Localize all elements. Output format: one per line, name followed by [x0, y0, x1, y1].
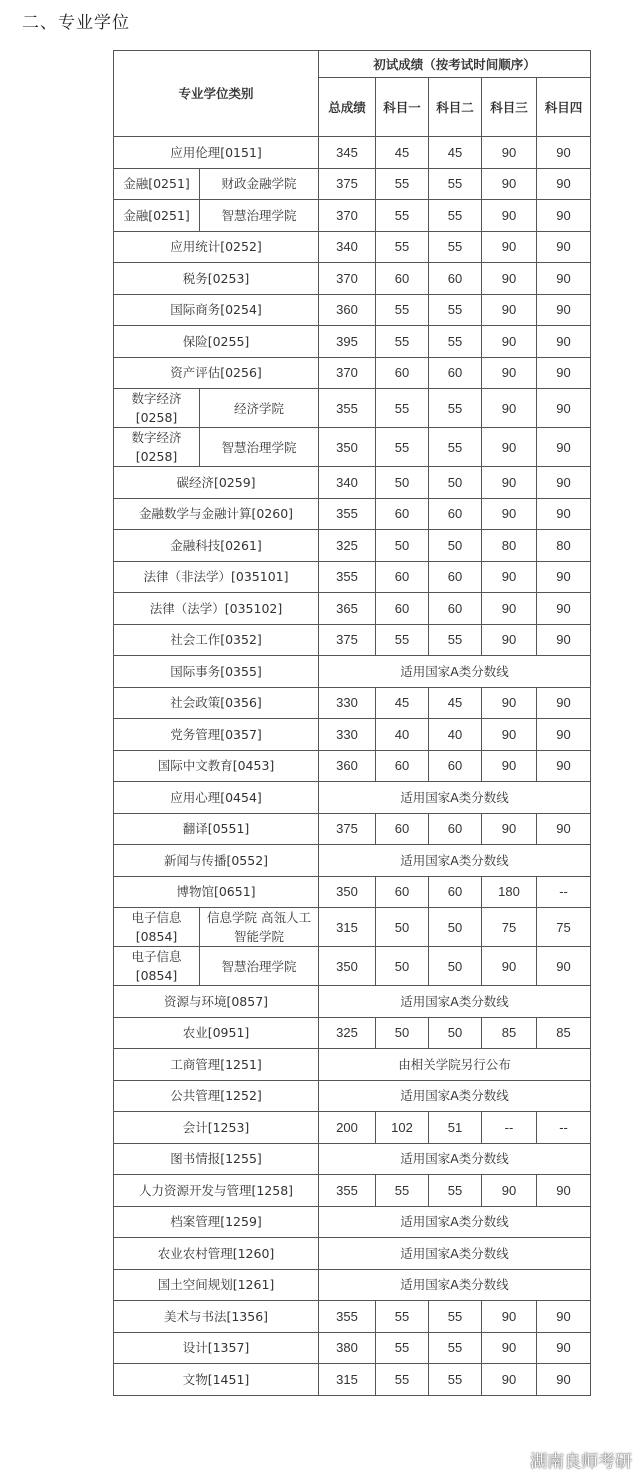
score-note: 适用国家A类分数线 — [319, 1143, 591, 1175]
subject-2-score: 55 — [429, 294, 482, 326]
degree-category: 国际商务[0254] — [114, 294, 319, 326]
score-note: 适用国家A类分数线 — [319, 845, 591, 877]
table-row — [114, 1206, 591, 1238]
table-row — [114, 467, 591, 499]
score-note: 适用国家A类分数线 — [319, 782, 591, 814]
subject-3-score: -- — [482, 1112, 537, 1144]
section-title: 二、专业学位 — [22, 13, 130, 33]
subject-1-score: 60 — [376, 561, 429, 593]
subject-4-score: 90 — [537, 326, 591, 358]
table-row — [114, 294, 591, 326]
total-score: 380 — [319, 1332, 376, 1364]
total-score: 375 — [319, 813, 376, 845]
degree-category: 工商管理[1251] — [114, 1049, 319, 1081]
table-row — [114, 876, 591, 908]
subject-1-score: 50 — [376, 908, 429, 947]
table-row — [114, 750, 591, 782]
total-score: 330 — [319, 719, 376, 751]
subject-4-score: 90 — [537, 263, 591, 295]
total-score: 355 — [319, 1175, 376, 1207]
subject-3-score: 90 — [482, 294, 537, 326]
subject-2-score: 55 — [429, 1301, 482, 1333]
subject-1-score: 102 — [376, 1112, 429, 1144]
total-score: 200 — [319, 1112, 376, 1144]
degree-category: 国际事务[0355] — [114, 656, 319, 688]
table-row — [114, 986, 591, 1018]
total-score: 355 — [319, 498, 376, 530]
degree-category: 数字经济[0258] — [114, 389, 200, 428]
subject-3-score: 90 — [482, 593, 537, 625]
table-row — [114, 908, 591, 947]
header-category: 专业学位类别 — [114, 51, 319, 137]
degree-category: 农业[0951] — [114, 1017, 319, 1049]
degree-category: 新闻与传播[0552] — [114, 845, 319, 877]
subject-3-score: 90 — [482, 624, 537, 656]
degree-category: 法律（非法学）[035101] — [114, 561, 319, 593]
subject-3-score: 90 — [482, 200, 537, 232]
score-note: 适用国家A类分数线 — [319, 986, 591, 1018]
subject-4-score: 90 — [537, 137, 591, 169]
subject-4-score: 85 — [537, 1017, 591, 1049]
table-row — [114, 200, 591, 232]
subject-1-score: 55 — [376, 428, 429, 467]
table-row — [114, 428, 591, 467]
table-row — [114, 263, 591, 295]
subject-4-score: 90 — [537, 294, 591, 326]
subject-4-score: 90 — [537, 498, 591, 530]
subject-1-score: 45 — [376, 137, 429, 169]
header-score-group: 初试成绩（按考试时间顺序） — [319, 51, 591, 78]
subject-1-score: 50 — [376, 1017, 429, 1049]
subject-4-score: 90 — [537, 168, 591, 200]
subject-2-score: 60 — [429, 813, 482, 845]
subject-1-score: 50 — [376, 947, 429, 986]
table-row — [114, 719, 591, 751]
subject-3-score: 80 — [482, 530, 537, 562]
table-row — [114, 1364, 591, 1396]
professional-degree-score-table — [113, 50, 591, 1396]
header-subject-2: 科目二 — [429, 78, 482, 137]
subject-1-score: 55 — [376, 231, 429, 263]
subject-2-score: 45 — [429, 137, 482, 169]
subject-2-score: 51 — [429, 1112, 482, 1144]
subject-2-score: 50 — [429, 530, 482, 562]
subject-1-score: 60 — [376, 593, 429, 625]
subject-1-score: 45 — [376, 687, 429, 719]
table-row — [114, 1017, 591, 1049]
degree-category: 数字经济[0258] — [114, 428, 200, 467]
subject-4-score: -- — [537, 1112, 591, 1144]
subject-1-score: 60 — [376, 498, 429, 530]
subject-4-score: -- — [537, 876, 591, 908]
table-row — [114, 1175, 591, 1207]
subject-1-score: 55 — [376, 1364, 429, 1396]
subject-4-score: 90 — [537, 719, 591, 751]
table-row — [114, 947, 591, 986]
table-row — [114, 1238, 591, 1270]
total-score: 365 — [319, 593, 376, 625]
college: 信息学院 高瓴人工智能学院 — [200, 908, 319, 947]
subject-2-score: 55 — [429, 1332, 482, 1364]
degree-category: 档案管理[1259] — [114, 1206, 319, 1238]
college: 智慧治理学院 — [200, 947, 319, 986]
subject-3-score: 75 — [482, 908, 537, 947]
total-score: 370 — [319, 200, 376, 232]
subject-4-score: 90 — [537, 813, 591, 845]
subject-2-score: 55 — [429, 200, 482, 232]
subject-4-score: 90 — [537, 1175, 591, 1207]
degree-category: 农业农村管理[1260] — [114, 1238, 319, 1270]
degree-category: 应用伦理[0151] — [114, 137, 319, 169]
subject-4-score: 90 — [537, 467, 591, 499]
degree-category: 金融[0251] — [114, 200, 200, 232]
score-note: 适用国家A类分数线 — [319, 656, 591, 688]
subject-4-score: 90 — [537, 231, 591, 263]
table-row — [114, 389, 591, 428]
subject-4-score: 90 — [537, 687, 591, 719]
subject-2-score: 60 — [429, 561, 482, 593]
subject-3-score: 90 — [482, 813, 537, 845]
table-row — [114, 357, 591, 389]
subject-1-score: 60 — [376, 263, 429, 295]
degree-category: 图书情报[1255] — [114, 1143, 319, 1175]
subject-3-score: 90 — [482, 1332, 537, 1364]
subject-2-score: 40 — [429, 719, 482, 751]
subject-1-score: 55 — [376, 168, 429, 200]
degree-category: 国土空间规划[1261] — [114, 1269, 319, 1301]
table-row — [114, 593, 591, 625]
table-row — [114, 1332, 591, 1364]
subject-3-score: 90 — [482, 947, 537, 986]
degree-category: 金融[0251] — [114, 168, 200, 200]
subject-4-score: 80 — [537, 530, 591, 562]
subject-3-score: 90 — [482, 687, 537, 719]
subject-2-score: 60 — [429, 593, 482, 625]
subject-3-score: 90 — [482, 389, 537, 428]
subject-4-score: 90 — [537, 947, 591, 986]
table-row — [114, 137, 591, 169]
subject-3-score: 90 — [482, 357, 537, 389]
subject-1-score: 55 — [376, 624, 429, 656]
subject-1-score: 55 — [376, 389, 429, 428]
subject-2-score: 60 — [429, 498, 482, 530]
total-score: 375 — [319, 168, 376, 200]
table-row — [114, 1143, 591, 1175]
score-note: 由相关学院另行公布 — [319, 1049, 591, 1081]
table-row — [114, 782, 591, 814]
college: 经济学院 — [200, 389, 319, 428]
subject-2-score: 60 — [429, 750, 482, 782]
college: 智慧治理学院 — [200, 200, 319, 232]
subject-1-score: 55 — [376, 1332, 429, 1364]
total-score: 355 — [319, 389, 376, 428]
college: 智慧治理学院 — [200, 428, 319, 467]
subject-2-score: 55 — [429, 1175, 482, 1207]
score-note: 适用国家A类分数线 — [319, 1238, 591, 1270]
subject-2-score: 55 — [429, 326, 482, 358]
subject-2-score: 45 — [429, 687, 482, 719]
subject-3-score: 90 — [482, 719, 537, 751]
total-score: 375 — [319, 624, 376, 656]
subject-2-score: 60 — [429, 357, 482, 389]
subject-1-score: 40 — [376, 719, 429, 751]
subject-2-score: 60 — [429, 876, 482, 908]
subject-1-score: 55 — [376, 326, 429, 358]
subject-3-score: 90 — [482, 1175, 537, 1207]
subject-2-score: 50 — [429, 908, 482, 947]
degree-category: 电子信息[0854] — [114, 908, 200, 947]
degree-category: 美术与书法[1356] — [114, 1301, 319, 1333]
subject-3-score: 90 — [482, 137, 537, 169]
college: 财政金融学院 — [200, 168, 319, 200]
degree-category: 人力资源开发与管理[1258] — [114, 1175, 319, 1207]
subject-1-score: 50 — [376, 530, 429, 562]
header-subject-3: 科目三 — [482, 78, 537, 137]
degree-category: 博物馆[0651] — [114, 876, 319, 908]
subject-2-score: 55 — [429, 168, 482, 200]
subject-1-score: 55 — [376, 294, 429, 326]
header-subject-1: 科目一 — [376, 78, 429, 137]
score-note: 适用国家A类分数线 — [319, 1206, 591, 1238]
subject-4-score: 90 — [537, 624, 591, 656]
total-score: 340 — [319, 467, 376, 499]
table-row — [114, 1269, 591, 1301]
subject-1-score: 55 — [376, 200, 429, 232]
degree-category: 社会政策[0356] — [114, 687, 319, 719]
degree-category: 电子信息[0854] — [114, 947, 200, 986]
subject-3-score: 90 — [482, 1301, 537, 1333]
degree-category: 公共管理[1252] — [114, 1080, 319, 1112]
subject-3-score: 85 — [482, 1017, 537, 1049]
subject-2-score: 55 — [429, 1364, 482, 1396]
subject-1-score: 55 — [376, 1175, 429, 1207]
table-row — [114, 326, 591, 358]
subject-2-score: 50 — [429, 947, 482, 986]
degree-category: 文物[1451] — [114, 1364, 319, 1396]
table-row — [114, 1301, 591, 1333]
degree-category: 资产评估[0256] — [114, 357, 319, 389]
degree-category: 税务[0253] — [114, 263, 319, 295]
total-score: 395 — [319, 326, 376, 358]
table-body — [114, 137, 591, 1396]
subject-2-score: 60 — [429, 263, 482, 295]
degree-category: 应用统计[0252] — [114, 231, 319, 263]
total-score: 350 — [319, 428, 376, 467]
subject-4-score: 90 — [537, 1332, 591, 1364]
subject-1-score: 60 — [376, 876, 429, 908]
degree-category: 碳经济[0259] — [114, 467, 319, 499]
total-score: 360 — [319, 750, 376, 782]
table-row — [114, 1049, 591, 1081]
header-total: 总成绩 — [319, 78, 376, 137]
subject-4-score: 90 — [537, 357, 591, 389]
total-score: 350 — [319, 947, 376, 986]
total-score: 355 — [319, 1301, 376, 1333]
subject-2-score: 50 — [429, 467, 482, 499]
table-row — [114, 530, 591, 562]
subject-1-score: 55 — [376, 1301, 429, 1333]
degree-category: 保险[0255] — [114, 326, 319, 358]
table-row — [114, 656, 591, 688]
subject-3-score: 90 — [482, 168, 537, 200]
subject-2-score: 50 — [429, 1017, 482, 1049]
total-score: 330 — [319, 687, 376, 719]
subject-2-score: 55 — [429, 624, 482, 656]
degree-category: 设计[1357] — [114, 1332, 319, 1364]
subject-2-score: 55 — [429, 428, 482, 467]
total-score: 370 — [319, 263, 376, 295]
degree-category: 应用心理[0454] — [114, 782, 319, 814]
table-row — [114, 813, 591, 845]
table-row — [114, 624, 591, 656]
total-score: 325 — [319, 1017, 376, 1049]
total-score: 325 — [319, 530, 376, 562]
subject-2-score: 55 — [429, 231, 482, 263]
subject-1-score: 50 — [376, 467, 429, 499]
subject-3-score: 90 — [482, 263, 537, 295]
subject-3-score: 90 — [482, 561, 537, 593]
table-row — [114, 687, 591, 719]
degree-category: 法律（法学）[035102] — [114, 593, 319, 625]
subject-4-score: 90 — [537, 428, 591, 467]
subject-3-score: 180 — [482, 876, 537, 908]
table-row — [114, 498, 591, 530]
subject-3-score: 90 — [482, 750, 537, 782]
total-score: 350 — [319, 876, 376, 908]
score-note: 适用国家A类分数线 — [319, 1269, 591, 1301]
subject-3-score: 90 — [482, 428, 537, 467]
subject-3-score: 90 — [482, 1364, 537, 1396]
total-score: 315 — [319, 908, 376, 947]
degree-category: 国际中文教育[0453] — [114, 750, 319, 782]
table-row — [114, 1112, 591, 1144]
subject-4-score: 90 — [537, 750, 591, 782]
table-row — [114, 168, 591, 200]
subject-2-score: 55 — [429, 389, 482, 428]
table-row — [114, 561, 591, 593]
score-note: 适用国家A类分数线 — [319, 1080, 591, 1112]
subject-3-score: 90 — [482, 326, 537, 358]
table-row — [114, 231, 591, 263]
subject-4-score: 90 — [537, 593, 591, 625]
watermark: 湖南良师考研 — [530, 1452, 632, 1472]
subject-4-score: 75 — [537, 908, 591, 947]
degree-category: 社会工作[0352] — [114, 624, 319, 656]
subject-1-score: 60 — [376, 357, 429, 389]
total-score: 340 — [319, 231, 376, 263]
subject-4-score: 90 — [537, 389, 591, 428]
total-score: 370 — [319, 357, 376, 389]
header-subject-4: 科目四 — [537, 78, 591, 137]
table-row — [114, 1080, 591, 1112]
total-score: 360 — [319, 294, 376, 326]
subject-1-score: 60 — [376, 813, 429, 845]
total-score: 355 — [319, 561, 376, 593]
subject-4-score: 90 — [537, 1301, 591, 1333]
subject-3-score: 90 — [482, 467, 537, 499]
subject-3-score: 90 — [482, 498, 537, 530]
degree-category: 会计[1253] — [114, 1112, 319, 1144]
degree-category: 金融科技[0261] — [114, 530, 319, 562]
subject-3-score: 90 — [482, 231, 537, 263]
table-row — [114, 845, 591, 877]
degree-category: 金融数学与金融计算[0260] — [114, 498, 319, 530]
degree-category: 翻译[0551] — [114, 813, 319, 845]
total-score: 315 — [319, 1364, 376, 1396]
subject-4-score: 90 — [537, 1364, 591, 1396]
degree-category: 资源与环境[0857] — [114, 986, 319, 1018]
degree-category: 党务管理[0357] — [114, 719, 319, 751]
subject-4-score: 90 — [537, 561, 591, 593]
subject-4-score: 90 — [537, 200, 591, 232]
total-score: 345 — [319, 137, 376, 169]
subject-1-score: 60 — [376, 750, 429, 782]
